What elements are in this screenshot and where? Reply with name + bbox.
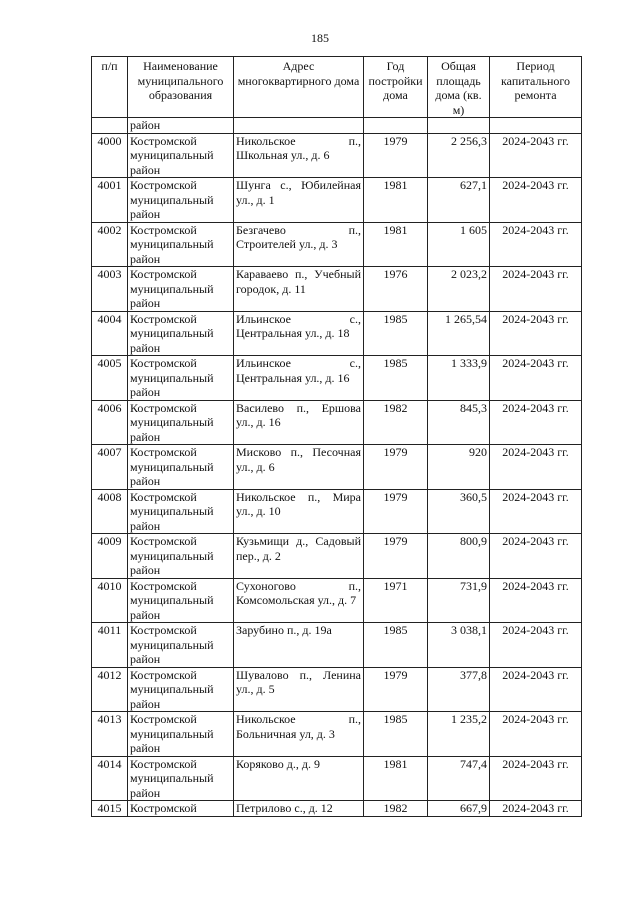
row-number: 4005 xyxy=(92,356,128,401)
period-cell: 2024-2043 гг. xyxy=(490,356,582,401)
municipality-cell: Костромской муниципальный район xyxy=(128,667,234,712)
row-number: 4010 xyxy=(92,578,128,623)
address-cell: Зарубино п., д. 19а xyxy=(234,623,364,668)
area-cell: 3 038,1 xyxy=(428,623,490,668)
continuation-text: район xyxy=(128,118,234,134)
table-row xyxy=(92,267,582,312)
table-row xyxy=(92,712,582,757)
address-cell: Ильинское с., Центральная ул., д. 16 xyxy=(234,356,364,401)
year-cell: 1979 xyxy=(364,489,428,534)
year-cell: 1981 xyxy=(364,222,428,267)
period-cell: 2024-2043 гг. xyxy=(490,712,582,757)
municipality-cell: Костромской муниципальный район xyxy=(128,756,234,801)
address-cell: Безгачево п., Строителей ул., д. 3 xyxy=(234,222,364,267)
year-cell: 1971 xyxy=(364,578,428,623)
area-cell: 920 xyxy=(428,445,490,490)
year-cell: 1985 xyxy=(364,356,428,401)
year-cell: 1985 xyxy=(364,311,428,356)
municipality-cell: Костромской муниципальный район xyxy=(128,623,234,668)
period-cell: 2024-2043 гг. xyxy=(490,578,582,623)
row-number: 4004 xyxy=(92,311,128,356)
year-cell: 1979 xyxy=(364,534,428,579)
table-row xyxy=(92,489,582,534)
row-number: 4012 xyxy=(92,667,128,712)
area-cell: 1 235,2 xyxy=(428,712,490,757)
municipality-cell: Костромской муниципальный район xyxy=(128,445,234,490)
municipality-cell: Костромской муниципальный район xyxy=(128,178,234,223)
address-cell: Никольское п., Школьная ул., д. 6 xyxy=(234,133,364,178)
page-number: 185 xyxy=(311,31,329,45)
header-period: Период капитального ремонта xyxy=(490,57,582,118)
area-cell: 1 333,9 xyxy=(428,356,490,401)
area-cell: 800,9 xyxy=(428,534,490,579)
address-cell: Караваево п., Учебный городок, д. 11 xyxy=(234,267,364,312)
period-cell: 2024-2043 гг. xyxy=(490,667,582,712)
year-cell: 1979 xyxy=(364,667,428,712)
period-cell: 2024-2043 гг. xyxy=(490,534,582,579)
year-cell: 1976 xyxy=(364,267,428,312)
period-cell: 2024-2043 гг. xyxy=(490,445,582,490)
address-cell: Шувалово п., Ленина ул., д. 5 xyxy=(234,667,364,712)
header-municipality: Наименование муниципального образования xyxy=(128,57,234,118)
header-year: Год постройки дома xyxy=(364,57,428,118)
period-cell: 2024-2043 гг. xyxy=(490,400,582,445)
municipality-cell: Костромской муниципальный район xyxy=(128,133,234,178)
address-cell: Коряково д., д. 9 xyxy=(234,756,364,801)
row-number: 4015 xyxy=(92,801,128,817)
table-body xyxy=(92,118,582,817)
table-row xyxy=(92,756,582,801)
municipality-cell: Костромской муниципальный район xyxy=(128,400,234,445)
row-number: 4003 xyxy=(92,267,128,312)
table-row xyxy=(92,356,582,401)
municipality-cell: Костромской муниципальный район xyxy=(128,534,234,579)
area-cell: 845,3 xyxy=(428,400,490,445)
table-row xyxy=(92,222,582,267)
area-cell: 667,9 xyxy=(428,801,490,817)
row-number: 4008 xyxy=(92,489,128,534)
address-cell: Никольское п., Больничная ул, д. 3 xyxy=(234,712,364,757)
area-cell: 1 265,54 xyxy=(428,311,490,356)
address-cell: Петрилово с., д. 12 xyxy=(234,801,364,817)
address-cell: Сухоногово п., Комсомольская ул., д. 7 xyxy=(234,578,364,623)
year-cell: 1982 xyxy=(364,400,428,445)
municipality-cell: Костромской муниципальный район xyxy=(128,712,234,757)
year-cell: 1979 xyxy=(364,133,428,178)
address-cell: Мисково п., Песочная ул., д. 6 xyxy=(234,445,364,490)
table-row xyxy=(92,667,582,712)
period-cell: 2024-2043 гг. xyxy=(490,311,582,356)
table-row xyxy=(92,445,582,490)
period-cell: 2024-2043 гг. xyxy=(490,801,582,817)
year-cell: 1985 xyxy=(364,623,428,668)
municipality-cell: Костромской муниципальный район xyxy=(128,222,234,267)
area-cell: 1 605 xyxy=(428,222,490,267)
continuation-row xyxy=(92,118,582,134)
address-cell: Никольское п., Мира ул., д. 10 xyxy=(234,489,364,534)
year-cell: 1981 xyxy=(364,178,428,223)
table-row xyxy=(92,534,582,579)
row-number: 4007 xyxy=(92,445,128,490)
year-cell: 1985 xyxy=(364,712,428,757)
area-cell: 2 256,3 xyxy=(428,133,490,178)
table-row xyxy=(92,178,582,223)
area-cell: 377,8 xyxy=(428,667,490,712)
municipality-cell: Костромской xyxy=(128,801,234,817)
table-row xyxy=(92,311,582,356)
area-cell: 747,4 xyxy=(428,756,490,801)
area-cell: 731,9 xyxy=(428,578,490,623)
table-row xyxy=(92,578,582,623)
year-cell: 1982 xyxy=(364,801,428,817)
address-cell: Василево п., Ершова ул., д. 16 xyxy=(234,400,364,445)
municipality-cell: Костромской муниципальный район xyxy=(128,356,234,401)
period-cell: 2024-2043 гг. xyxy=(490,178,582,223)
area-cell: 360,5 xyxy=(428,489,490,534)
municipality-cell: Костромской муниципальный район xyxy=(128,267,234,312)
period-cell: 2024-2043 гг. xyxy=(490,489,582,534)
address-cell: Ильинское с., Центральная ул., д. 18 xyxy=(234,311,364,356)
period-cell: 2024-2043 гг. xyxy=(490,133,582,178)
municipality-cell: Костромской муниципальный район xyxy=(128,489,234,534)
year-cell: 1981 xyxy=(364,756,428,801)
row-number: 4000 xyxy=(92,133,128,178)
table-row xyxy=(92,400,582,445)
table-row xyxy=(92,623,582,668)
year-cell: 1979 xyxy=(364,445,428,490)
address-cell: Шунга с., Юбилейная ул., д. 1 xyxy=(234,178,364,223)
header-num: п/п xyxy=(92,57,128,118)
period-cell: 2024-2043 гг. xyxy=(490,222,582,267)
period-cell: 2024-2043 гг. xyxy=(490,267,582,312)
table-header-row xyxy=(92,57,582,118)
row-number: 4009 xyxy=(92,534,128,579)
row-number: 4014 xyxy=(92,756,128,801)
area-cell: 2 023,2 xyxy=(428,267,490,312)
housing-registry-table xyxy=(91,56,582,817)
period-cell: 2024-2043 гг. xyxy=(490,756,582,801)
area-cell: 627,1 xyxy=(428,178,490,223)
row-number: 4013 xyxy=(92,712,128,757)
municipality-cell: Костромской муниципальный район xyxy=(128,578,234,623)
table-row xyxy=(92,133,582,178)
header-area: Общая площадь дома (кв. м) xyxy=(428,57,490,118)
address-cell: Кузьмищи д., Садовый пер., д. 2 xyxy=(234,534,364,579)
header-address: Адрес многоквартирного дома xyxy=(234,57,364,118)
row-number: 4002 xyxy=(92,222,128,267)
period-cell: 2024-2043 гг. xyxy=(490,623,582,668)
table-row xyxy=(92,801,582,817)
municipality-cell: Костромской муниципальный район xyxy=(128,311,234,356)
row-number: 4006 xyxy=(92,400,128,445)
row-number: 4001 xyxy=(92,178,128,223)
row-number: 4011 xyxy=(92,623,128,668)
